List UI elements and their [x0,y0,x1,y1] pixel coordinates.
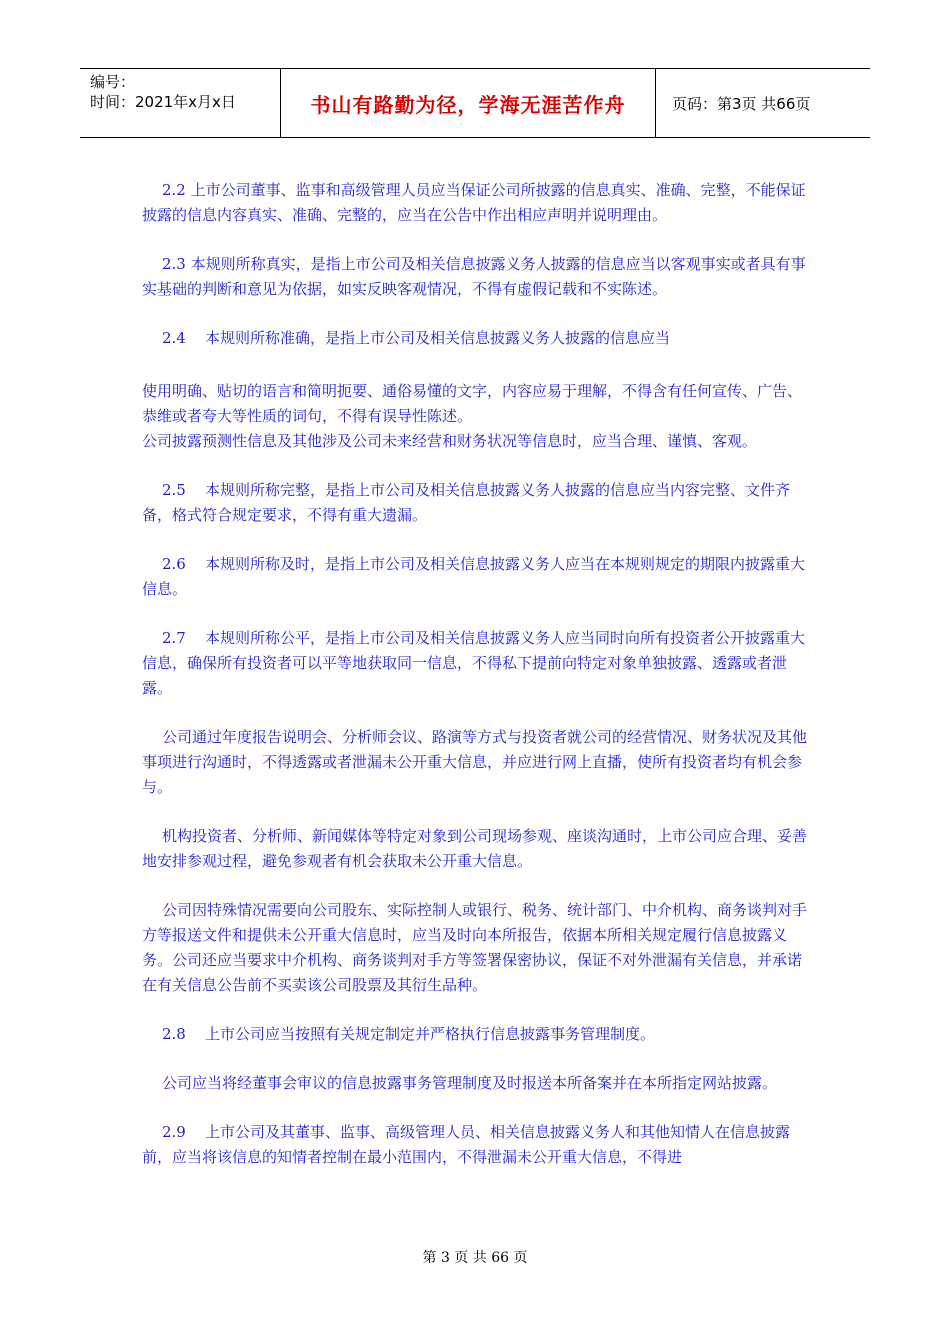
time-label: 时间：2021年x月x日 [90,93,236,111]
paragraph-text: 本规则所称准确，是指上市公司及相关信息披露义务人披露的信息应当 [204,329,670,347]
paragraph-text: 公司通过年度报告说明会、分析师会议、路演等方式与投资者就公司的经营情况、财务状况及其他事项进行沟通时，不得透露或者泄漏未公开重大信息，并应进行网上直播，使所有投资者均有机会参与。 [142,728,808,796]
clause-number: 2.7 [162,629,186,647]
header-page-text: 页码：第3页 共66页 [672,94,811,113]
clause-number: 2.9 [162,1123,186,1141]
header-page-label [664,69,870,137]
clause-number: 2.3 [162,255,186,273]
paragraph-text: 本规则所称真实，是指上市公司及相关信息披露义务人披露的信息应当以客观事实或者具有事实基础的判断和意见为依据，如实反映客观情况，不得有虚假记载和不实陈述。 [142,255,806,298]
paragraph [142,1022,810,1047]
page-footer: 第 3 页 共 66 页 [422,1250,528,1266]
paragraph [142,725,810,800]
paragraph [142,1071,810,1096]
header-divider [655,69,656,137]
paragraph-text: 公司披露预测性信息及其他涉及公司未来经营和财务状况等信息时，应当合理、谨慎、客观。 [142,432,758,450]
paragraph [142,252,810,302]
page-header [80,68,870,138]
paragraph [142,552,810,602]
clause-number: 2.8 [162,1025,186,1043]
paragraph [142,898,810,998]
document-body [142,178,810,1194]
header-motto: 书山有路勤为径，学海无涯苦作舟 [310,92,626,117]
paragraph [142,379,810,429]
paragraph [142,626,810,701]
header-meta [80,69,280,137]
serial-label: 编号： [90,73,136,91]
clause-number: 2.4 [162,329,186,347]
paragraph [142,326,810,351]
paragraph-text: 公司因特殊情况需要向公司股东、实际控制人或银行、税务、统计部门、中介机构、商务谈判对手方等报送文件和提供未公开重大信息时，应当及时向本所报告，依据本所相关规定履行信息披露义务。公司还应当要求中介机构、商务谈判对手方等签署保密协议，保证不对外泄漏有关信息，并承诺在有关信息公告前不买卖该公司股票及其衍生品种。 [142,901,808,994]
paragraph [142,429,810,454]
paragraph-text: 公司应当将经董事会审议的信息披露事务管理制度及时报送本所备案并在本所指定网站披露。 [162,1074,778,1092]
paragraph [142,478,810,528]
clause-number: 2.6 [162,555,186,573]
paragraph-text: 上市公司董事、监事和高级管理人员应当保证公司所披露的信息真实、准确、完整，不能保证披露的信息内容真实、准确、完整的，应当在公告中作出相应声明并说明理由。 [142,181,806,224]
paragraph-text: 上市公司应当按照有关规定制定并严格执行信息披露事务管理制度。 [204,1025,655,1043]
paragraph-text: 本规则所称及时，是指上市公司及相关信息披露义务人应当在本规则规定的期限内披露重大信息。 [142,555,805,598]
paragraph-text: 本规则所称公平，是指上市公司及相关信息披露义务人应当同时向所有投资者公开披露重大信息，确保所有投资者可以平等地获取同一信息，不得私下提前向特定对象单独披露、透露或者泄露。 [142,629,805,697]
clause-number: 2.5 [162,481,186,499]
paragraph-text: 机构投资者、分析师、新闻媒体等特定对象到公司现场参观、座谈沟通时，上市公司应合理、妥善地安排参观过程，避免参观者有机会获取未公开重大信息。 [142,827,808,870]
paragraph-text: 上市公司及其董事、监事、高级管理人员、相关信息披露义务人和其他知情人在信息披露前，应当将该信息的知情者控制在最小范围内，不得泄漏未公开重大信息，不得进 [142,1123,790,1166]
paragraph [142,178,810,228]
paragraph-text: 使用明确、贴切的语言和简明扼要、通俗易懂的文字，内容应易于理解，不得含有任何宣传、广告、恭维或者夸大等性质的词句，不得有误导性陈述。 [142,382,803,425]
clause-number: 2.2 [162,181,186,199]
paragraph-text: 本规则所称完整，是指上市公司及相关信息披露义务人披露的信息应当内容完整、文件齐备，格式符合规定要求，不得有重大遗漏。 [142,481,790,524]
paragraph [142,824,810,874]
paragraph [142,1120,810,1170]
